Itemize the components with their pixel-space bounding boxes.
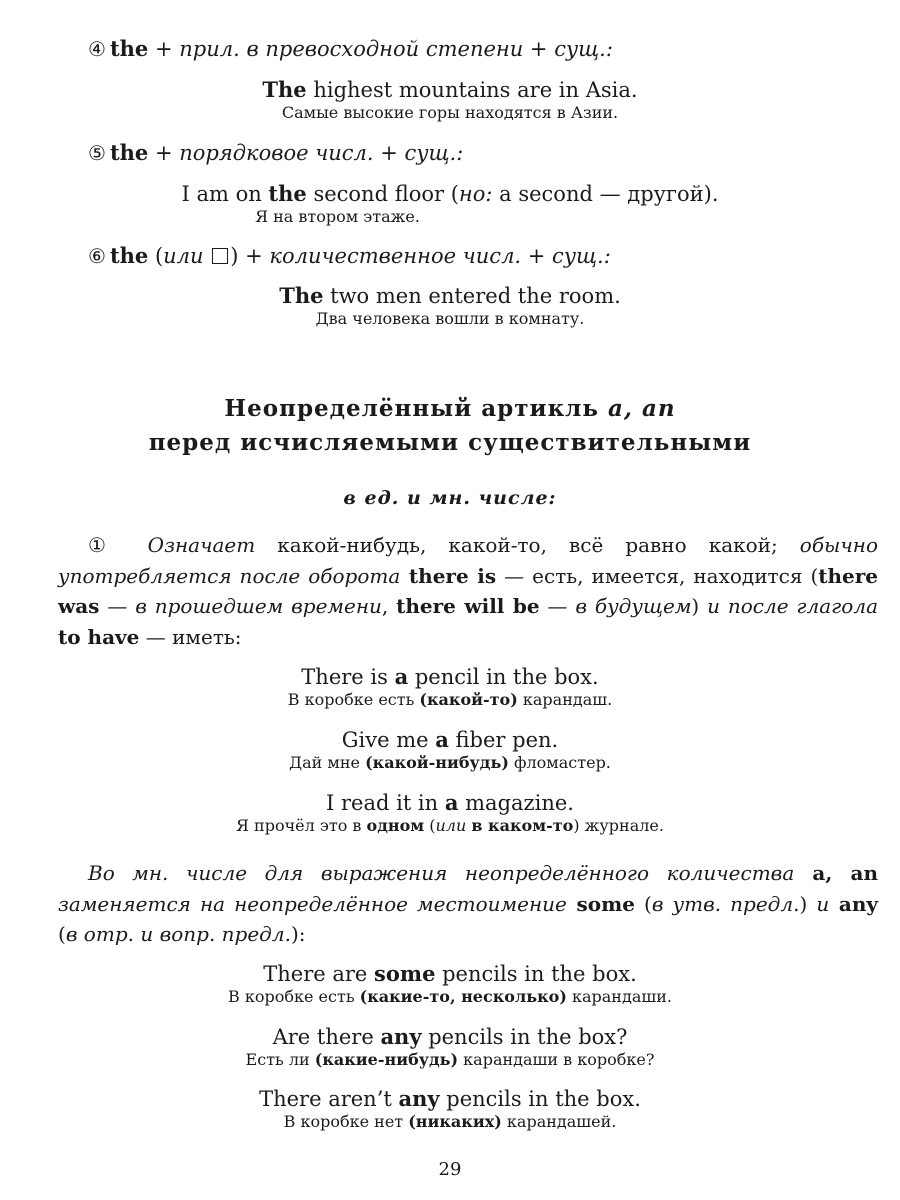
example-english [0, 727, 900, 753]
or-word: или [163, 244, 204, 268]
translation-text: карандашей. [501, 1112, 617, 1131]
example-translation [0, 1112, 900, 1132]
para-bold: there is [400, 563, 497, 588]
para-text: — есть, имеется, находится ( [496, 563, 819, 588]
section-title-line-1 [0, 392, 900, 426]
translation-text: В коробке есть [287, 690, 420, 709]
para-italic: в прошедшем времени [135, 594, 382, 618]
example-text: a second — другой). [492, 182, 719, 206]
highlight: any [380, 1024, 422, 1049]
example-text: pencils in the box? [421, 1025, 628, 1049]
highlight: a [435, 727, 449, 752]
para-italic: обычно употребляется после оборота [58, 533, 878, 588]
example-english [0, 1024, 900, 1050]
para-italic: заменяется на неопределённое местоимение [58, 891, 567, 916]
rule-description: количественное числ. + сущ.: [269, 244, 611, 268]
para-text: ( [58, 922, 66, 946]
translation-text: Я прочёл это в [236, 816, 367, 835]
rule-6 [88, 243, 611, 268]
para-text: какой-нибудь, какой-то, всё равно какой; [255, 533, 800, 557]
example-translation [0, 753, 900, 773]
para-italic: и после глагола [707, 594, 878, 618]
example-english [0, 181, 900, 207]
translation-text: В коробке есть [228, 987, 360, 1006]
translation-bold: одном [366, 816, 425, 835]
note: но: [458, 182, 493, 206]
section-title-line-2: перед исчисляемыми существительными [148, 429, 752, 456]
translation-text: ) журнале. [573, 816, 664, 835]
title-text: Неопределённый артикль [224, 395, 609, 422]
example-text: pencil in the box. [408, 665, 599, 689]
highlight: The [279, 283, 324, 308]
article-the: the [109, 140, 149, 165]
paragraph-1 [58, 530, 878, 652]
example-text: Are there [272, 1025, 381, 1049]
example-translation: Самые высокие горы находятся в Азии. [281, 103, 619, 122]
para-text: ( [635, 891, 652, 916]
paren: ( [148, 244, 164, 268]
article-the: the [109, 36, 149, 61]
example-english [0, 283, 900, 309]
translation-text: карандаш. [517, 690, 613, 709]
example-translation: Два человека вошли в комнату. [315, 309, 585, 328]
rule-4 [88, 36, 613, 61]
example-english [0, 77, 900, 103]
example-text: There are [263, 962, 375, 986]
highlight: a [394, 664, 409, 689]
para-text: — иметь: [139, 624, 242, 649]
example-a-2 [0, 727, 900, 773]
page-number: 29 [438, 1159, 462, 1180]
example-english [0, 1086, 900, 1112]
paragraph-2 [58, 858, 878, 950]
example-english [0, 790, 900, 816]
plus-sign: + [148, 141, 180, 165]
example-text: pencils in the box. [435, 962, 637, 986]
translation-bold: (какой-то) [419, 690, 518, 709]
para-bold: there will be [396, 594, 540, 618]
translation-italic: или [435, 816, 467, 835]
example-text: Give me [341, 728, 436, 752]
example-translation [0, 987, 900, 1007]
rule-description: прил. в превосходной степени + сущ.: [179, 37, 613, 61]
translation-text: Дай мне [289, 753, 366, 772]
plus-sign: + [148, 37, 180, 61]
para-text: ) [799, 891, 817, 916]
highlight: some [374, 961, 436, 986]
article-the: the [109, 243, 149, 268]
example-text: pencils in the box. [439, 1087, 641, 1111]
para-bold: any [829, 891, 878, 916]
example-5 [0, 181, 900, 227]
translation-text: карандаши в коробке? [458, 1050, 655, 1069]
rule-number: ⑤ [88, 141, 106, 165]
para-italic: и [816, 891, 830, 916]
example-text: fiber pen. [448, 728, 559, 752]
example-translation [0, 1050, 900, 1070]
highlight: The [262, 77, 307, 102]
paragraph-indent [58, 861, 88, 885]
translation-text: карандаши. [566, 987, 672, 1006]
para-bold: there was [58, 563, 879, 618]
para-text: — [539, 594, 576, 618]
example-text: I read it in [326, 791, 445, 815]
para-italic: в утв. предл. [651, 891, 800, 916]
highlight: any [398, 1086, 440, 1111]
rule-number: ④ [88, 37, 106, 61]
para-bold: a, an [794, 861, 878, 885]
example-translation [0, 816, 900, 836]
para-bold: some [566, 891, 635, 916]
para-italic: Во мн. числе для выражения неопределённого количества [88, 861, 795, 885]
highlight: the [268, 181, 307, 206]
example-6 [0, 283, 900, 329]
example-text: There is [301, 665, 395, 689]
paren: ) + [230, 244, 270, 268]
example-4 [0, 77, 900, 123]
para-text: — [99, 594, 136, 618]
example-text: There aren’t [259, 1087, 399, 1111]
rule-5 [88, 140, 463, 165]
para-text: ): [290, 922, 306, 946]
translation-bold: (какой-нибудь) [365, 753, 509, 772]
para-bold: to have [58, 624, 140, 649]
highlight: a [444, 790, 459, 815]
translation-bold: (какие-то, несколько) [359, 987, 567, 1006]
paragraph-indent [58, 533, 88, 557]
empty-box-icon [212, 248, 228, 264]
translation-bold: (никаких) [408, 1112, 502, 1131]
example-english [0, 664, 900, 690]
translation-text: Есть ли [245, 1050, 315, 1069]
example-b-2 [0, 1024, 900, 1070]
example-a-3 [0, 790, 900, 836]
para-italic: в будущем [575, 594, 692, 618]
example-text: two men entered the room. [323, 284, 621, 308]
para-text: ) [691, 594, 708, 618]
example-b-3 [0, 1086, 900, 1132]
example-text: magazine. [458, 791, 574, 815]
rule-number: ① [88, 533, 122, 557]
example-text: second floor ( [306, 182, 459, 206]
example-english [0, 961, 900, 987]
para-text: , [381, 594, 397, 618]
translation-bold: (какие-нибудь) [314, 1050, 459, 1069]
example-translation: Я на втором этаже. [255, 207, 420, 226]
title-articles: a, an [608, 395, 676, 422]
section-subtitle: в ед. и мн. числе: [343, 487, 557, 509]
translation-bold: в каком-то [471, 816, 574, 835]
section-title [0, 392, 900, 460]
rule-description: порядковое числ. + сущ.: [179, 141, 464, 165]
para-italic: в отр. и вопр. предл. [65, 922, 291, 946]
rule-number: ⑥ [88, 244, 106, 268]
para-italic: Означает [125, 533, 256, 557]
example-text: I am on [181, 182, 269, 206]
example-a-1 [0, 664, 900, 710]
translation-text: ( [424, 816, 436, 835]
example-text: highest mountains are in Asia. [306, 78, 638, 102]
example-b-1 [0, 961, 900, 1007]
translation-text: В коробке нет [283, 1112, 409, 1131]
example-translation [0, 690, 900, 710]
translation-text: фломастер. [508, 753, 611, 772]
